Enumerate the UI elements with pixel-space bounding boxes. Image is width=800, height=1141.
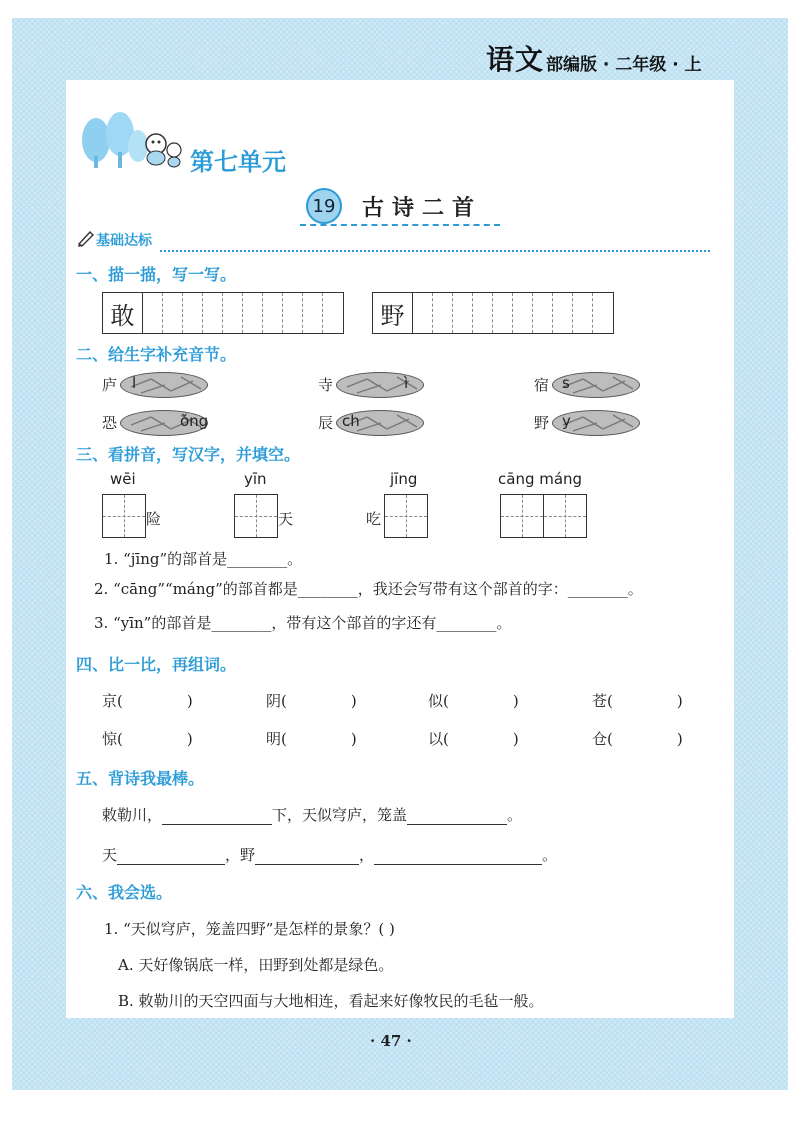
choice-option-b[interactable]: B. 敕勒川的天空四面与大地相连，看起来好像牧民的毛毡一般。 [118, 992, 544, 1010]
syllable-stone[interactable] [336, 372, 424, 398]
subject-label: 语文 [486, 43, 545, 76]
lesson-underline [300, 224, 500, 226]
pinyin-label: yīn [244, 470, 267, 488]
poem-text: 。 [542, 846, 558, 864]
grid-cell[interactable] [223, 293, 243, 333]
unit-title: 第七单元 [190, 148, 286, 176]
choice-option-a[interactable]: A. 天好像锅底一样，田野到处都是绿色。 [118, 956, 394, 974]
grid-cell[interactable] [473, 293, 493, 333]
poem-text: 。 [507, 806, 523, 824]
given-char: 险 [146, 510, 162, 528]
tian-grid-box[interactable] [234, 494, 278, 538]
compare-item[interactable] [428, 728, 519, 749]
q2-char: 恐 [102, 414, 118, 432]
grid-cell[interactable] [283, 293, 303, 333]
compare-char: 明( [266, 730, 287, 748]
trees-animals-illustration [76, 112, 186, 172]
poem-text: 天 [102, 846, 118, 864]
compare-item[interactable] [592, 728, 683, 749]
compare-item[interactable] [266, 728, 357, 749]
poem-text: ，野 [225, 846, 256, 864]
page-number: · 47 · [370, 1032, 412, 1050]
syllable-hint: ǒng [180, 412, 209, 430]
lesson-title: 古诗二首 [362, 195, 483, 221]
tian-grid-box[interactable] [102, 494, 146, 538]
grid-cell[interactable] [303, 293, 323, 333]
q3-sub-question-1[interactable]: 1. “jīng”的部首是________。 [104, 550, 303, 568]
compare-char: 阴( [266, 692, 287, 710]
close-paren: ) [350, 692, 357, 710]
compare-char: 似( [428, 692, 449, 710]
basic-section-label: 基础达标 [96, 233, 152, 249]
poem-blank[interactable] [162, 810, 272, 825]
tian-grid-box[interactable] [500, 494, 544, 538]
grid-cell[interactable] [183, 293, 203, 333]
grid-cell[interactable] [413, 293, 433, 333]
choice-question[interactable]: 1. “天似穹庐，笼盖四野”是怎样的景象？( ) [104, 920, 395, 938]
lesson-number-badge: 19 [306, 188, 342, 224]
poem-text: ， [359, 846, 375, 864]
grid-cell[interactable] [433, 293, 453, 333]
close-paren: ) [350, 730, 357, 748]
tian-grid-box[interactable] [543, 494, 587, 538]
poem-blank[interactable] [407, 810, 507, 825]
q3-heading: 三、看拼音，写汉字，并填空。 [76, 445, 301, 464]
q2-char: 宿 [534, 376, 550, 394]
compare-item[interactable] [102, 690, 193, 711]
q2-heading: 二、给生字补充音节。 [76, 345, 237, 364]
given-char: 吃 [366, 510, 382, 528]
poem-blank[interactable] [255, 850, 359, 865]
grid-cell[interactable] [533, 293, 553, 333]
compare-item[interactable] [102, 728, 193, 749]
model-char-2: 野 [373, 293, 413, 333]
compare-item[interactable] [592, 690, 683, 711]
grid-cell[interactable] [163, 293, 183, 333]
poem-text: 敕勒川， [102, 806, 163, 824]
compare-char: 京( [102, 692, 123, 710]
q3-sub-question-2[interactable]: 2. “cāng”“máng”的部首都是________，我还会写带有这个部首的字：________。 [94, 580, 643, 598]
edition-label: 部编版 · 二年级 · 上 [546, 55, 702, 75]
q6-heading: 六、我会选。 [76, 883, 173, 902]
grid-cell[interactable] [453, 293, 473, 333]
grid-cell[interactable] [593, 293, 613, 333]
model-char-1: 敢 [103, 293, 143, 333]
q2-char: 寺 [318, 376, 334, 394]
syllable-hint: s [562, 374, 570, 392]
close-paren: ) [512, 730, 519, 748]
poem-line-1 [102, 804, 522, 825]
close-paren: ) [186, 692, 193, 710]
pinyin-label: cāng máng [498, 470, 583, 488]
lesson-heading [306, 188, 482, 224]
syllable-hint: ì [404, 374, 409, 392]
q2-char: 庐 [102, 376, 118, 394]
compare-char: 仓( [592, 730, 613, 748]
syllable-hint: l [132, 374, 137, 392]
q5-heading: 五、背诗我最棒。 [76, 769, 205, 788]
grid-cell[interactable] [513, 293, 533, 333]
poem-text: 下，天似穹庐，笼盖 [272, 806, 408, 824]
syllable-hint: ch [342, 412, 360, 430]
close-paren: ) [186, 730, 193, 748]
given-char: 天 [278, 510, 294, 528]
book-header [486, 40, 702, 78]
grid-cell[interactable] [573, 293, 593, 333]
pinyin-label: wēi [110, 470, 136, 488]
basic-section-divider [160, 250, 710, 252]
writing-grid-2 [372, 292, 614, 334]
compare-item[interactable] [428, 690, 519, 711]
close-paren: ) [676, 692, 683, 710]
compare-char: 苍( [592, 692, 613, 710]
close-paren: ) [676, 730, 683, 748]
pencil-icon [76, 228, 96, 248]
tian-grid-box[interactable] [384, 494, 428, 538]
poem-blank[interactable] [374, 850, 542, 865]
grid-cell[interactable] [243, 293, 263, 333]
q1-heading: 一、描一描，写一写。 [76, 265, 237, 284]
grid-cell[interactable] [203, 293, 223, 333]
grid-cell[interactable] [323, 293, 343, 333]
writing-grid-1 [102, 292, 344, 334]
grid-cell[interactable] [263, 293, 283, 333]
grid-cell[interactable] [143, 293, 163, 333]
pinyin-label: jīng [390, 470, 418, 488]
grid-cell[interactable] [493, 293, 513, 333]
q2-char: 野 [534, 414, 550, 432]
poem-blank[interactable] [117, 850, 225, 865]
poem-line-2 [102, 844, 557, 865]
compare-item[interactable] [266, 690, 357, 711]
compare-char: 以( [428, 730, 449, 748]
compare-char: 惊( [102, 730, 123, 748]
q2-char: 辰 [318, 414, 334, 432]
syllable-hint: y [562, 412, 571, 430]
q4-heading: 四、比一比，再组词。 [76, 655, 237, 674]
grid-cell[interactable] [553, 293, 573, 333]
q3-sub-question-3[interactable]: 3. “yīn”的部首是________，带有这个部首的字还有________。 [94, 614, 512, 632]
close-paren: ) [512, 692, 519, 710]
